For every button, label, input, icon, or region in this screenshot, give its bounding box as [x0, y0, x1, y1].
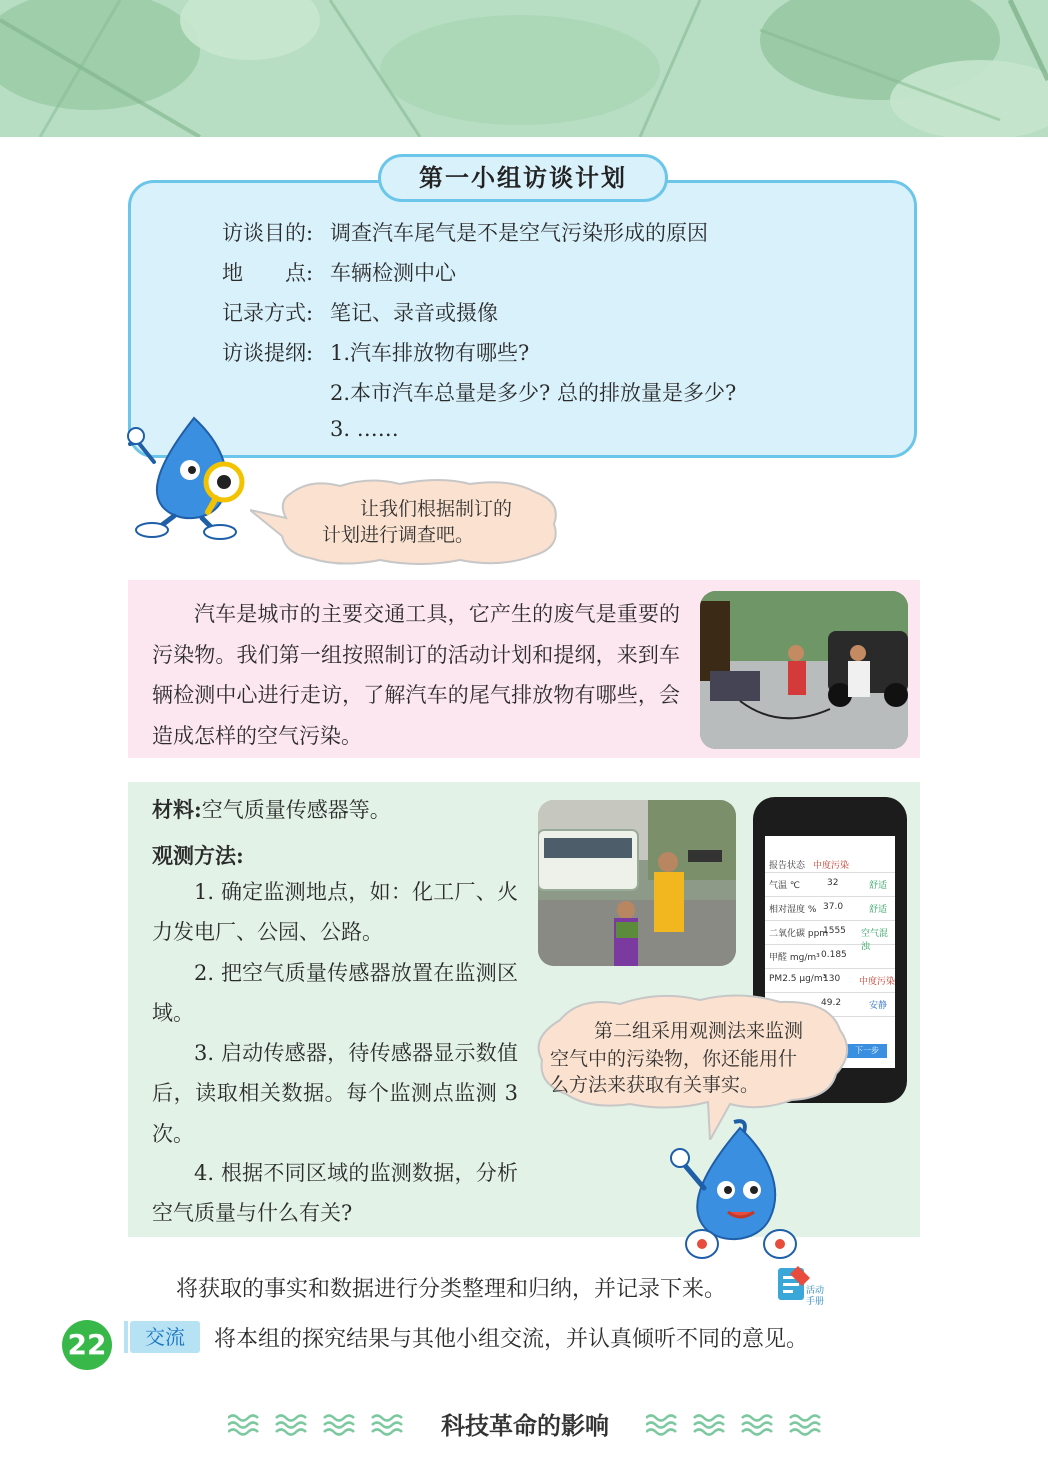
bubble2-line1: 第二组采用观测法来监测 [594, 1020, 804, 1042]
phone-row-value: 130 [823, 974, 841, 984]
pink-paragraph: 汽车是城市的主要交通工具，它产生的废气是重要的污染物。我们第一组按照制订的活动计划和提纲，来到车辆检测中心进行走访，了解汽车的尾气排放物有哪些，会造成怎样的空气污染。 [152, 602, 680, 748]
phone-row-status: 舒适 [869, 881, 888, 891]
phone-row-value: 32 [827, 878, 839, 888]
bubble2-line3: 么方法来获取有关事实。 [550, 1074, 760, 1096]
plan-row-key: 记录方式: [222, 301, 314, 325]
mascot-waving-icon [668, 1118, 808, 1268]
vehicle-inspection-photo [700, 591, 908, 749]
method-label: 观测方法: [152, 843, 244, 868]
plan-row-purpose [222, 217, 708, 247]
phone-row-name: 甲醛 mg/m³ [769, 953, 820, 963]
phone-row-name: 相对湿度 % [769, 905, 817, 915]
phone-row [765, 944, 895, 969]
plan-row-value: 1.汽车排放物有哪些? [330, 341, 530, 365]
phone-next-button: 下一步 [847, 1044, 887, 1058]
phone-row-name: PM2.5 μg/m³ [769, 974, 827, 984]
page-number-badge: 22 [62, 1320, 112, 1370]
method-step-3: 3. 启动传感器，待传感器显示数值后，读取相关数据。每个监测点监测 3 次。 [152, 1041, 518, 1146]
materials-line [152, 794, 391, 824]
footer-wave-left-icon [228, 1412, 408, 1436]
method-step-4: 4. 根据不同区域的监测数据，分析空气质量与什么有关? [152, 1161, 518, 1226]
handbook-label-line1: 活动 [806, 1286, 825, 1296]
plan-row-key: 访谈目的: [222, 221, 314, 245]
phone-row-value: 1555 [823, 926, 846, 936]
activity-handbook-icon[interactable] [776, 1262, 836, 1312]
phone-row [765, 872, 895, 897]
plan-row-value: 调查汽车尾气是不是空气污染形成的原因 [330, 221, 708, 245]
phone-row-status: 空气混浊 [861, 929, 889, 952]
bubble2-line2: 空气中的污染物，你还能用什 [550, 1048, 798, 1070]
phone-row-name: 气温 ℃ [769, 881, 800, 891]
exchange-instruction: 将本组的探究结果与其他小组交流，并认真倾听不同的意见。 [214, 1327, 809, 1352]
plan-row-record-method [222, 297, 498, 327]
bubble1-line1: 让我们根据制订的 [360, 498, 513, 520]
plan-question-3: 3. …… [330, 417, 399, 441]
phone-header-status: 中度污染 [813, 861, 850, 871]
footer-wave-right-icon [646, 1412, 826, 1436]
top-banner-image [0, 0, 1048, 137]
plan-question-2: 2.本市汽车总量是多少? 总的排放量是多少? [330, 381, 737, 405]
plan-row-outline [222, 337, 529, 367]
plan-row-location [222, 257, 456, 287]
method-step-2: 2. 把空气质量传感器放置在监测区域。 [152, 961, 518, 1026]
footer-chapter-title: 科技革命的影响 [441, 1412, 609, 1440]
plan-row-key: 访谈提纲: [222, 341, 314, 365]
phone-header-left: 报告状态 [769, 861, 806, 871]
phone-row-value: 49.2 [821, 998, 842, 1008]
phone-row-status: 安静 [869, 1001, 888, 1011]
bubble1-line2: 计划进行调查吧。 [322, 524, 475, 546]
phone-row-value: 37.0 [823, 902, 844, 912]
plan-row-value: 笔记、录音或摄像 [330, 301, 498, 325]
phone-header [765, 852, 895, 873]
summary-instruction: 将获取的事实和数据进行分类整理和归纳，并记录下来。 [176, 1277, 727, 1302]
phone-row-status: 中度污染 [859, 977, 896, 987]
phone-row-status: 舒适 [869, 905, 888, 915]
phone-row-value: 0.185 [821, 950, 847, 960]
method-step-1: 1. 确定监测地点，如：化工厂、火力发电厂、公园、公路。 [152, 880, 518, 945]
phone-row-name: 二氧化碳 ppm [769, 929, 829, 939]
materials-label: 材料: [152, 797, 202, 822]
exchange-tag: 交流 [130, 1321, 200, 1353]
students-observation-photo [538, 800, 736, 966]
phone-row [765, 896, 895, 921]
mascot-magnifier-icon [124, 412, 256, 542]
phone-row [765, 920, 895, 952]
handbook-label-line2: 手册 [806, 1297, 825, 1307]
handbook-label [806, 1286, 824, 1308]
plan-row-value: 车辆检测中心 [330, 261, 456, 285]
materials-value: 空气质量传感器等。 [201, 798, 391, 822]
interview-plan-title: 第一小组访谈计划 [378, 154, 668, 202]
plan-row-key: 地 点: [222, 261, 314, 285]
